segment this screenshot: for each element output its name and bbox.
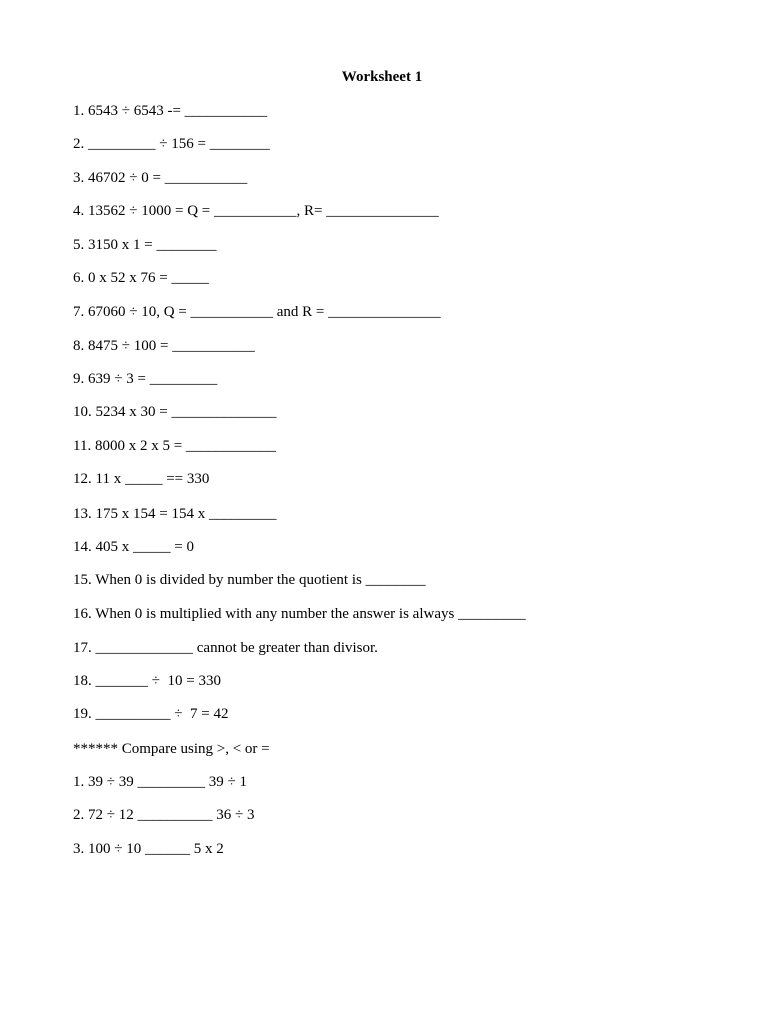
- question-17: 17. _____________ cannot be greater than divisor.: [73, 640, 378, 656]
- question-7: 7. 67060 ÷ 10, Q = ___________ and R = _______________: [73, 304, 441, 320]
- question-11: 11. 8000 x 2 x 5 = ____________: [73, 438, 276, 454]
- compare-item-3: 3. 100 ÷ 10 ______ 5 x 2: [73, 841, 224, 857]
- question-4: 4. 13562 ÷ 1000 = Q = ___________, R= _______________: [73, 203, 439, 219]
- question-9: 9. 639 ÷ 3 = _________: [73, 371, 218, 387]
- question-2: 2. _________ ÷ 156 = ________: [73, 136, 270, 152]
- question-12: 12. 11 x _____ == 330: [73, 471, 210, 487]
- question-1: 1. 6543 ÷ 6543 -= ___________: [73, 103, 268, 119]
- compare-item-2: 2. 72 ÷ 12 __________ 36 ÷ 3: [73, 807, 255, 823]
- question-13: 13. 175 x 154 = 154 x _________: [73, 506, 277, 522]
- question-6: 6. 0 x 52 x 76 = _____: [73, 270, 209, 286]
- question-14: 14. 405 x _____ = 0: [73, 539, 194, 555]
- compare-item-1: 1. 39 ÷ 39 _________ 39 ÷ 1: [73, 774, 247, 790]
- question-16: 16. When 0 is multiplied with any number the answer is always _________: [73, 606, 526, 622]
- question-15: 15. When 0 is divided by number the quotient is ________: [73, 572, 426, 588]
- question-18: 18. _______ ÷ 10 = 330: [73, 673, 221, 689]
- question-10: 10. 5234 x 30 = ______________: [73, 404, 277, 420]
- compare-heading: ****** Compare using >, < or =: [73, 741, 270, 757]
- worksheet-title: Worksheet 1: [341, 69, 423, 85]
- question-5: 5. 3150 x 1 = ________: [73, 237, 217, 253]
- question-8: 8. 8475 ÷ 100 = ___________: [73, 338, 255, 354]
- question-3: 3. 46702 ÷ 0 = ___________: [73, 170, 248, 186]
- question-19: 19. __________ ÷ 7 = 42: [73, 706, 229, 722]
